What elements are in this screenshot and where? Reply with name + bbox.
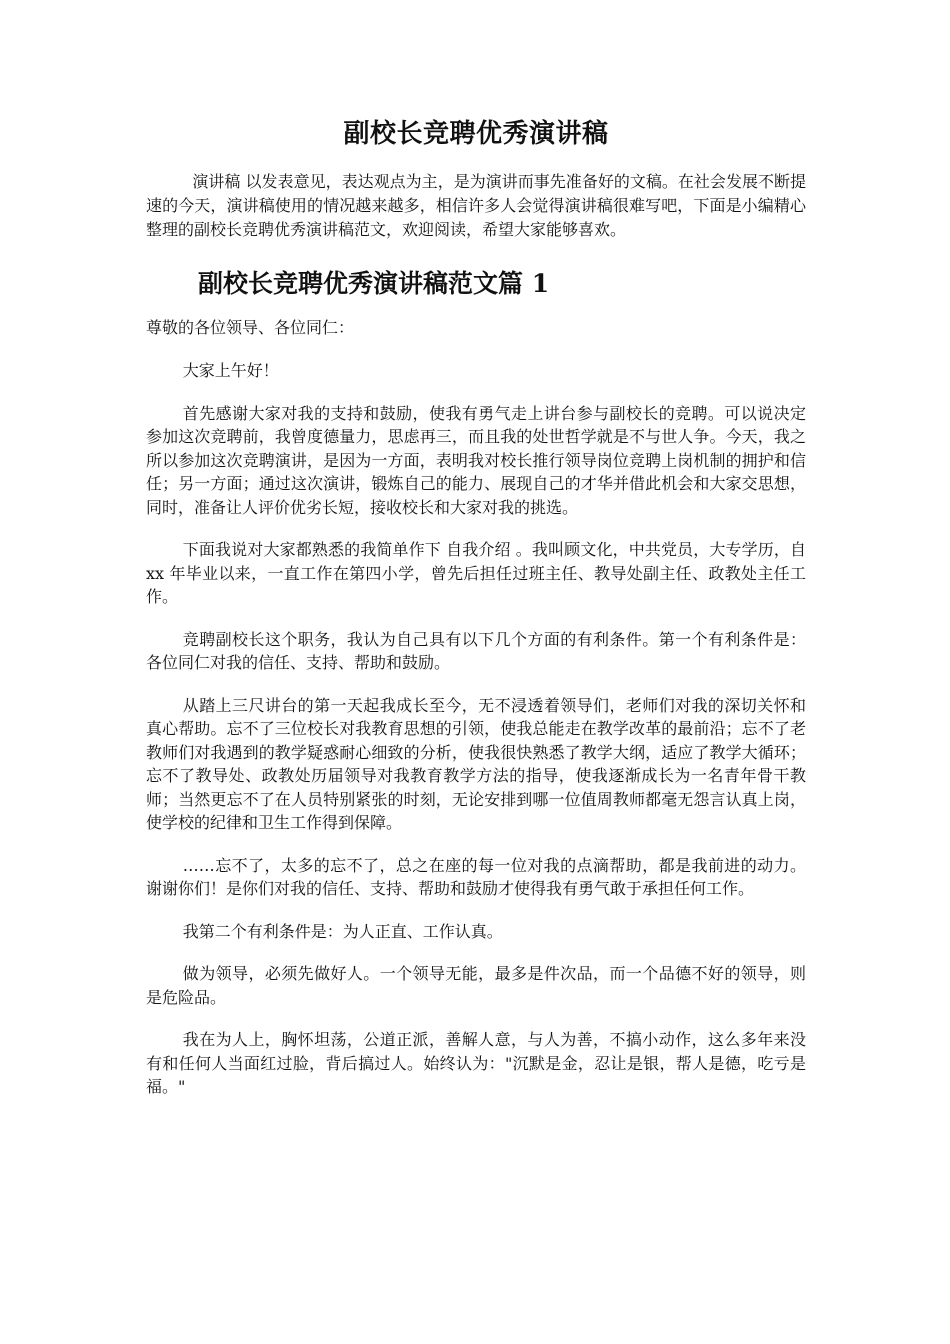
- document-title: 副校长竞聘优秀演讲稿: [343, 119, 609, 149]
- body-paragraph: ……忘不了，太多的忘不了，总之在座的每一位对我的点滴帮助，都是我前进的动力。谢谢你们！是你们对我的信任、支持、帮助和鼓励才使得我有勇气敢于承担任何工作。: [146, 855, 806, 898]
- section-title: 副校长竞聘优秀演讲稿范文篇 1: [198, 269, 550, 298]
- document-page: [146, 112, 806, 1099]
- body-paragraph-greeting: 大家上午好！: [182, 361, 279, 380]
- body-paragraph: 从踏上三尺讲台的第一天起我成长至今，无不浸透着领导们，老师们对我的深切关怀和真心帮助。忘不了三位校长对我教育思想的引领，使我总能走在教学改革的最前沿；忘不了老教师们对我遇到的教学疑惑耐心细致的分析，使我很快熟悉了教学大纲，适应了教学大循环；忘不了教导处、政教处历届领导对我教育教学方法的指导，使我逐渐成长为一名青年骨干教师；当然更忘不了在人员特别紧张的时刻，无论安排到哪一位值周教师都毫无怨言认真上岗，使学校的纪律和卫生工作得到保障。: [146, 695, 806, 832]
- body-paragraph: 做为领导，必须先做好人。一个领导无能，最多是件次品，而一个品德不好的领导，则是危险品。: [146, 964, 806, 1007]
- body-paragraph: 竞聘副校长这个职务，我认为自己具有以下几个方面的有利条件。第一个有利条件是：各位同仁对我的信任、支持、帮助和鼓励。: [146, 629, 806, 672]
- body-paragraph: 我在为人上，胸怀坦荡，公道正派，善解人意，与人为善，不搞小动作，这么多年来没有和任何人当面红过脸，背后搞过人。始终认为："沉默是金，忍让是银，帮人是德，吃亏是福。": [146, 1030, 806, 1096]
- body-paragraph: 下面我说对大家都熟悉的我简单作下 自我介绍 。我叫顾文化，中共党员，大专学历，自 xx 年毕业以来，一直工作在第四小学，曾先后担任过班主任、教导处副主任、政教处主任工作。: [146, 540, 806, 606]
- body-paragraph: 我第二个有利条件是：为人正直、工作认真。: [182, 921, 503, 941]
- salutation: 尊敬的各位领导、各位同仁：: [146, 318, 355, 337]
- intro-paragraph: 演讲稿 以发表意见，表达观点为主，是为演讲而事先准备好的文稿。在社会发展不断提速的今天，演讲稿使用的情况越来越多，相信许多人会觉得演讲稿很难写吧，下面是小编精心整理的副校长竞聘优秀演讲稿范文，欢迎阅读，希望大家能够喜欢。: [146, 172, 806, 239]
- body-paragraph: 首先感谢大家对我的支持和鼓励，使我有勇气走上讲台参与副校长的竞聘。可以说决定参加这次竞聘前，我曾度德量力，思虑再三，而且我的处世哲学就是不与世人争。今天，我之所以参加这次竞聘演讲，是因为一方面，表明我对校长推行领导岗位竞聘上岗机制的拥护和信任；另一方面；通过这次演讲，锻炼自己的能力、展现自己的才华并借此机会和大家交思想，同时，准备让人评价优劣长短，接收校长和大家对我的挑选。: [146, 403, 806, 517]
